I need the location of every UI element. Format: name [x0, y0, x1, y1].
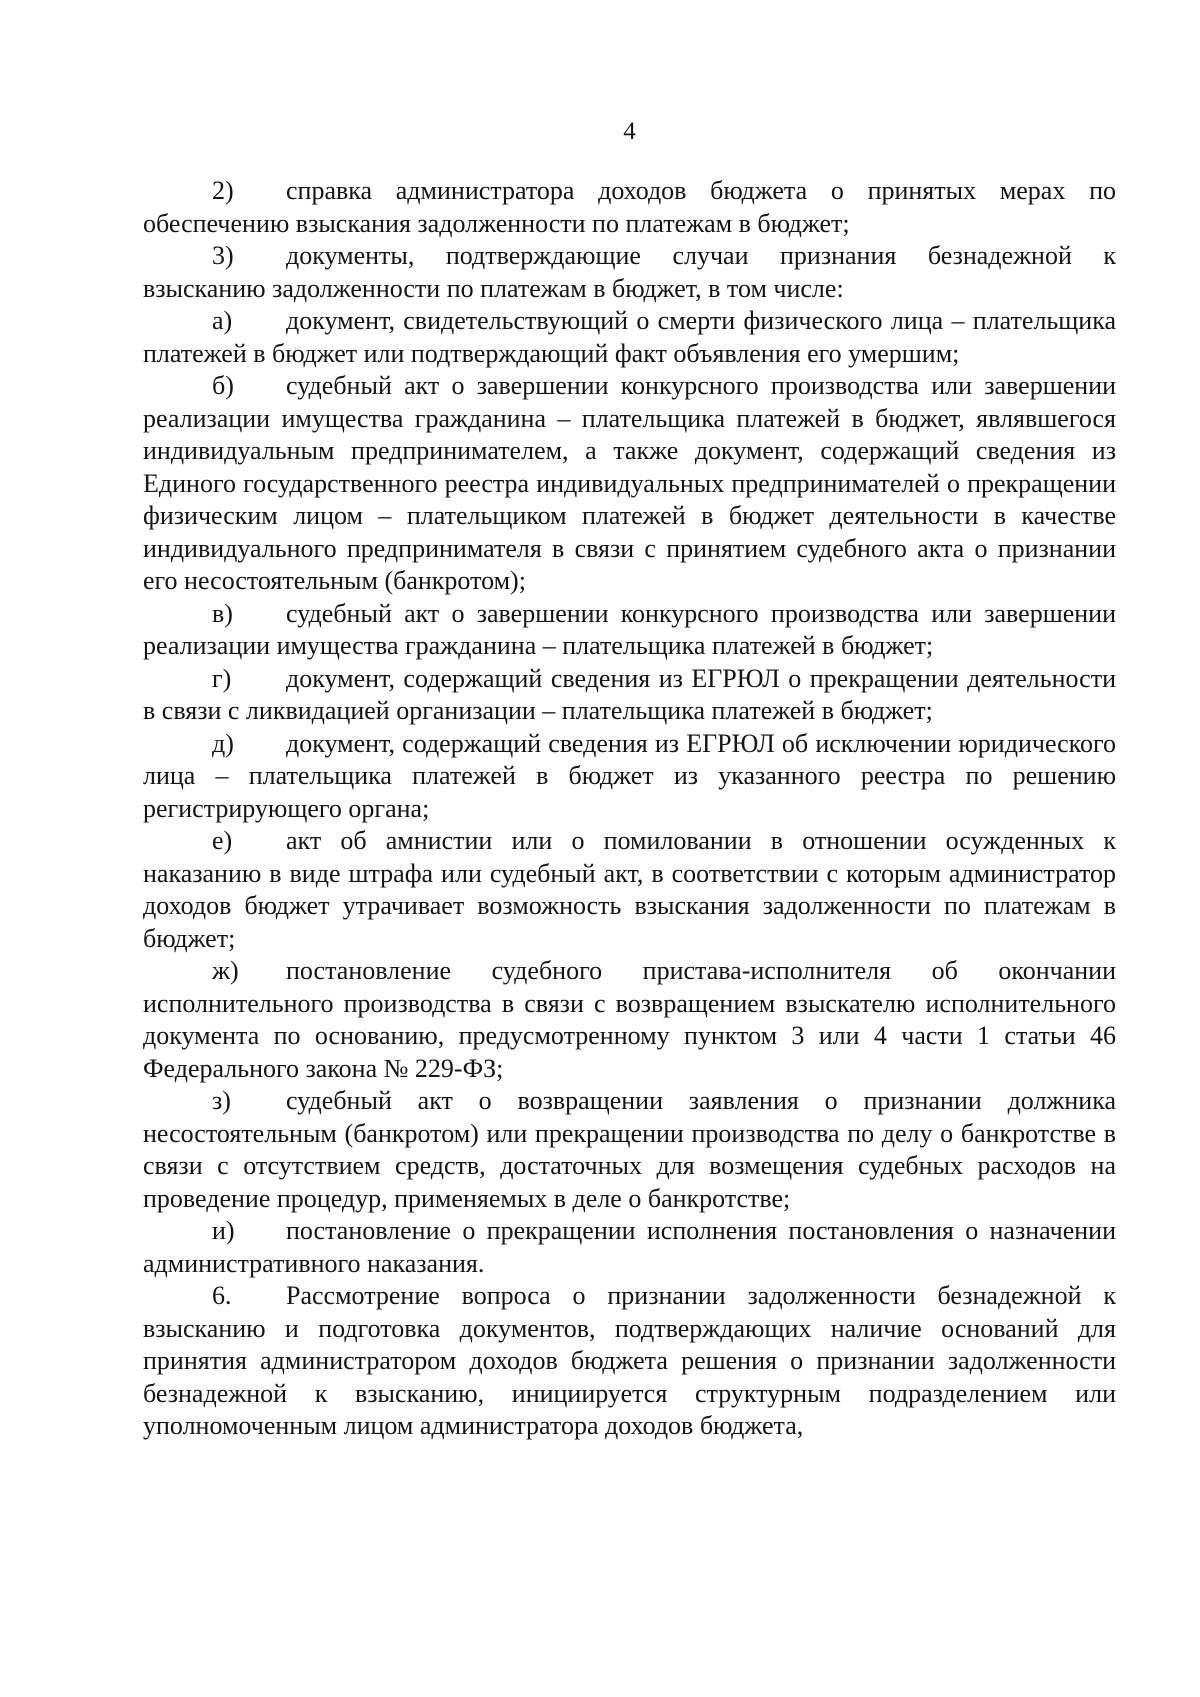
paragraph-2 — [143, 175, 1116, 240]
document-body — [143, 175, 1116, 1443]
item-text: документ, содержащий сведения из ЕГРЮЛ об исключении юридического лица – плательщика платежей в бюджет из указанного реестра по решению регистрирующего органа; — [143, 728, 1116, 823]
item-marker: 6. — [212, 1281, 232, 1310]
paragraph-3b — [143, 370, 1116, 598]
item-marker: и) — [212, 1216, 235, 1245]
item-marker: а) — [212, 306, 233, 335]
item-text: Рассмотрение вопроса о признании задолженности безнадежной к взысканию и подготовка документов, подтверждающих наличие оснований для принятия администратором доходов бюджета решения о признании задолженности безнадежной к взысканию, инициируется структурным подразделением или уполномоченным лицом администратора доходов бюджета, — [143, 1281, 1116, 1440]
item-marker: б) — [212, 371, 234, 400]
paragraph-3v — [143, 598, 1116, 663]
item-marker: з) — [212, 1086, 231, 1115]
item-text: судебный акт о завершении конкурсного производства или завершении реализации имущества гражданина – плательщика платежей в бюджет; — [143, 598, 1116, 660]
item-marker: в) — [212, 598, 233, 628]
item-marker: е) — [212, 826, 233, 855]
item-marker: 3) — [212, 241, 234, 270]
item-text: постановление о прекращении исполнения постановления о назначении административного наказания. — [143, 1216, 1116, 1278]
paragraph-3i — [143, 1215, 1116, 1280]
paragraph-6 — [143, 1280, 1116, 1443]
item-marker: д) — [212, 728, 234, 758]
item-text: документы, подтверждающие случаи признания безнадежной к взысканию задолженности по платежам в бюджет, в том числе: — [143, 241, 1116, 303]
item-marker: 2) — [212, 176, 234, 205]
item-text: справка администратора доходов бюджета о принятых мерах по обеспечению взыскания задолженности по платежам в бюджет; — [143, 176, 1116, 238]
item-text: акт об амнистии или о помиловании в отношении осужденных к наказанию в виде штрафа или судебный акт, в соответствии с которым администратор доходов бюджет утрачивает возможность взыскания задолженности по платежам в бюджет; — [143, 826, 1116, 953]
paragraph-3a — [143, 305, 1116, 370]
paragraph-3zh — [143, 955, 1116, 1085]
item-text: постановление судебного пристава-исполнителя об окончании исполнительного производства в связи с возвращением взыскателю исполнительного документа по основанию, предусмотренному пунктом 3 или 4 части 1 статьи 46 Федерального закона № 229-ФЗ; — [143, 956, 1116, 1083]
paragraph-3 — [143, 240, 1116, 305]
item-text: судебный акт о завершении конкурсного производства или завершении реализации имущества гражданина – плательщика платежей в бюджет, являвшегося индивидуальным предпринимателем, а также документ, содержащий сведения из Единого государственного реестра индивидуальных предпринимателей о прекращении физическим лицом – плательщиком платежей в бюджет деятельности в качестве индивидуального предпринимателя в связи с принятием судебного акта о признании его несостоятельным (банкротом); — [143, 371, 1116, 595]
item-marker: г) — [212, 663, 232, 693]
page-number: 4 — [623, 118, 636, 145]
paragraph-3d — [143, 728, 1116, 826]
paragraph-3g — [143, 663, 1116, 728]
paragraph-3z — [143, 1085, 1116, 1215]
item-text: документ, содержащий сведения из ЕГРЮЛ о прекращении деятельности в связи с ликвидацией организации – плательщика платежей в бюджет; — [143, 663, 1116, 725]
item-marker: ж) — [212, 956, 239, 985]
item-text: документ, свидетельствующий о смерти физического лица – плательщика платежей в бюджет или подтверждающий факт объявления его умершим; — [143, 306, 1116, 368]
item-text: судебный акт о возвращении заявления о признании должника несостоятельным (банкротом) или прекращении производства по делу о банкротстве в связи с отсутствием средств, достаточных для возмещения судебных расходов на проведение процедур, применяемых в деле о банкротстве; — [143, 1086, 1116, 1213]
paragraph-3e — [143, 825, 1116, 955]
